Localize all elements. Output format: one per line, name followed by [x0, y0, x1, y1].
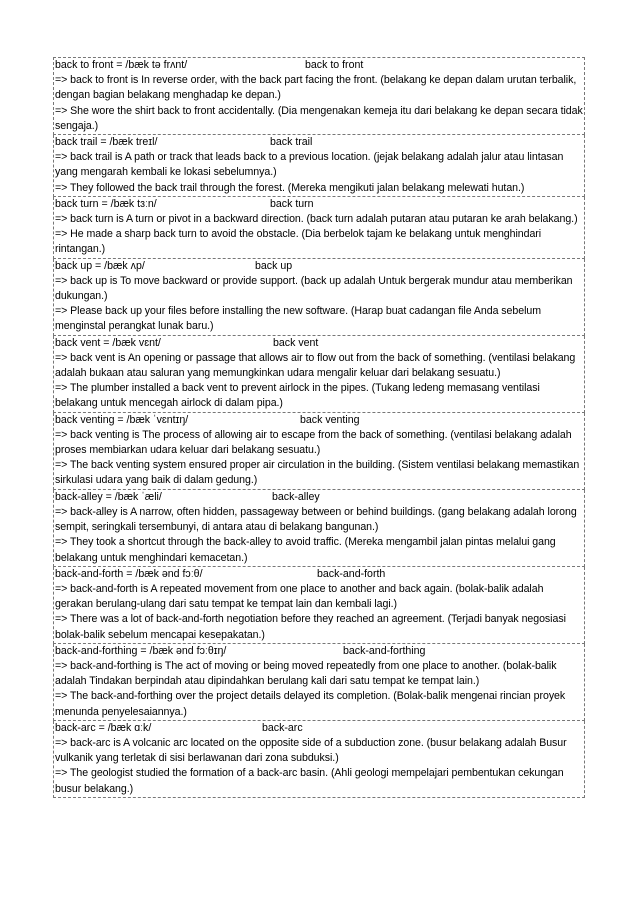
entry-example: => The plumber installed a back vent to prevent airlock in the pipes. (Tukang ledeng memasang ventilasi belakang untuk mencegah airlock di dalam pipa.) [55, 382, 540, 410]
entry-heading [55, 336, 583, 351]
dictionary-entry [53, 490, 585, 567]
entry-example: => The back-and-forthing over the project details delayed its completion. (Bolak-balik mengenai rincian proyek menunda penyelesaiannya.) [55, 690, 566, 718]
dictionary-entry [53, 336, 585, 413]
entry-definition: => back-alley is A narrow, often hidden, passageway between or behind buildings. (gang belakang adalah lorong sempit, seringkali tersembunyi, di antara atau di belakang bangunan.) [55, 505, 577, 534]
entry-pronunciation: back vent = /bæk vɛnt/ [55, 336, 161, 349]
entry-example: => There was a lot of back-and-forth negotiation before they reached an agreement. (Terjadi banyak negosiasi bolak-balik sebelum mencapai kesepakatan.) [55, 613, 566, 641]
entry-example: => They followed the back trail through the forest. (Mereka mengikuti jalan belakang melewati hutan.) [55, 181, 525, 194]
entry-pronunciation: back up = /bæk ʌp/ [55, 259, 145, 272]
entry-term: back turn [270, 197, 314, 210]
entry-term: back venting [300, 413, 360, 426]
entry-example: => Please back up your files before installing the new software. (Harap buat cadangan file Anda sebelum menginstal perangkat lunak baru.) [55, 305, 541, 333]
entry-heading [55, 58, 583, 73]
entry-heading [55, 644, 583, 659]
entry-definition: => back-arc is A volcanic arc located on the opposite side of a subduction zone. (busur belakang adalah Busur vulkanik yang terletak di sisi berlawanan dari zona subduksi.) [55, 736, 567, 765]
entry-heading [55, 135, 583, 150]
entry-heading [55, 490, 583, 505]
entry-definition: => back-and-forthing is The act of moving or being moved repeatedly from one place to another. (bolak-balik adalah Tindakan berpindah atau dipindahkan berulang kali dari satu tempat ke tempat lain.) [55, 659, 557, 688]
dictionary-entry [53, 135, 585, 197]
entry-pronunciation: back turn = /bæk tɜːn/ [55, 197, 157, 210]
entry-definition: => back vent is An opening or passage that allows air to flow out from the back of something. (ventilasi belakang adalah bukaan atau saluran yang memungkinkan udara mengalir keluar dari belakang sesuatu.) [55, 351, 576, 380]
entry-heading [55, 259, 583, 274]
dictionary-entry [53, 567, 585, 644]
entry-example: => The back venting system ensured proper air circulation in the building. (Sistem ventilasi belakang memastikan sirkulasi udara yang baik di dalam gedung.) [55, 459, 580, 487]
entry-heading [55, 721, 583, 736]
entry-term: back-and-forthing [343, 644, 426, 657]
entry-pronunciation: back trail = /bæk treɪl/ [55, 136, 158, 149]
entry-heading [55, 567, 583, 582]
entry-example: => They took a shortcut through the back-alley to avoid traffic. (Mereka mengambil jalan pintas melalui gang belakang untuk menghindari kemacetan.) [55, 536, 556, 564]
entry-term: back trail [270, 136, 313, 149]
dictionary-entry [53, 197, 585, 259]
entry-pronunciation: back-and-forthing = /bæk ənd fɔːθɪŋ/ [55, 644, 227, 657]
entry-example: => He made a sharp back turn to avoid the obstacle. (Dia berbelok tajam ke belakang untuk menghindari rintangan.) [55, 228, 542, 256]
entry-definition: => back-and-forth is A repeated movement from one place to another and back again. (bolak-balik adalah gerakan berulang-ulang dari satu tempat ke tempat lain dan kembali lagi.) [55, 582, 544, 611]
entry-pronunciation: back-and-forth = /bæk ənd fɔːθ/ [55, 567, 203, 580]
entry-example: => The geologist studied the formation of a back-arc basin. (Ahli geologi mempelajari pembentukan cekungan busur belakang.) [55, 767, 564, 795]
dictionary-entry [53, 413, 585, 490]
entry-definition: => back trail is A path or track that leads back to a previous location. (jejak belakang adalah jalur atau lintasan yang mengarah kembali ke lokasi sebelumnya.) [55, 151, 564, 179]
entry-heading [55, 413, 583, 428]
entry-example: => She wore the shirt back to front accidentally. (Dia mengenakan kemeja itu dari belakang ke depan secara tidak sengaja.) [55, 104, 583, 132]
entry-term: back to front [305, 59, 364, 71]
dictionary-entry [53, 259, 585, 336]
entry-pronunciation: back venting = /bæk ˈvɛntɪŋ/ [55, 413, 189, 426]
document-body [53, 57, 585, 798]
entry-term: back vent [273, 336, 319, 349]
entry-pronunciation: back to front = /bæk tə frʌnt/ [55, 59, 188, 71]
entry-term: back-arc [262, 721, 303, 734]
entry-pronunciation: back-arc = /bæk ɑːk/ [55, 721, 152, 734]
dictionary-entry [53, 721, 585, 798]
entry-term: back-and-forth [317, 567, 386, 580]
entry-definition: => back venting is The process of allowing air to escape from the back of something. (ventilasi belakang adalah proses membiarkan udara keluar dari belakang sesuatu.) [55, 428, 572, 457]
entry-pronunciation: back-alley = /bæk ˈæli/ [55, 490, 162, 503]
entry-definition: => back up is To move backward or provide support. (back up adalah Untuk bergerak mundur atau memberikan dukungan.) [55, 274, 573, 303]
dictionary-entry [53, 57, 585, 135]
entry-definition: => back to front is In reverse order, with the back part facing the front. (belakang ke depan dalam urutan terbalik, dengan bagian belakang menghadap ke depan.) [55, 74, 577, 102]
dictionary-entry [53, 644, 585, 721]
entry-term: back-alley [272, 490, 320, 503]
entry-heading [55, 197, 583, 212]
entry-term: back up [255, 259, 293, 272]
entry-definition: => back turn is A turn or pivot in a backward direction. (back turn adalah putaran atau putaran ke arah belakang.) [55, 213, 578, 226]
